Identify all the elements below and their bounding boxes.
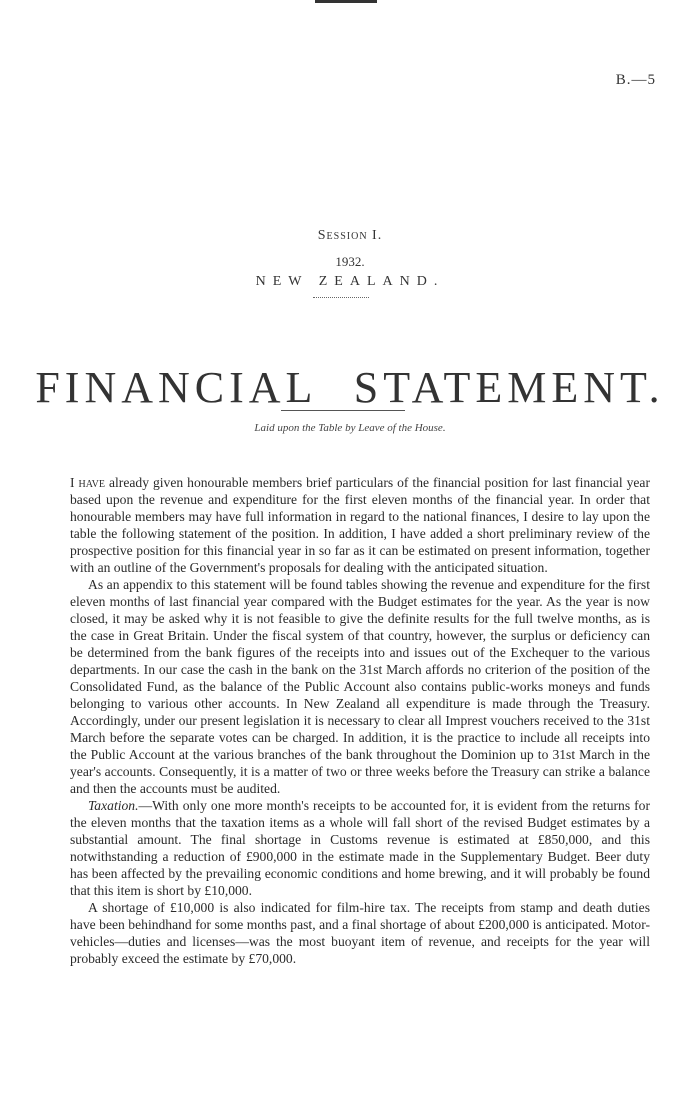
paragraph-1 bbox=[70, 474, 650, 576]
title-divider bbox=[281, 410, 405, 411]
paragraph-1-text: already given honourable members brief particulars of the financial position for last financial year based upon the revenue and expenditure for the first eleven months of the financial year. In order that honourable members may have full information in regard to the national finances, I desire to lay upon the table the following statement of the position. In addition, I have added a short preliminary review of the prospective position for this financial year in so far as it can be estimated on present information, together with an outline of the Government's proposals for dealing with the anticipated situation. bbox=[70, 475, 650, 575]
session-label: Session I. bbox=[317, 228, 383, 243]
top-edge-mark bbox=[315, 0, 377, 3]
year-label: 1932. bbox=[335, 254, 365, 269]
document-title: FINANCIAL STATEMENT. bbox=[35, 363, 665, 413]
country-label: NEW ZEALAND. bbox=[255, 274, 445, 289]
paragraph-3 bbox=[70, 797, 650, 899]
page-reference: B.—5 bbox=[615, 72, 656, 88]
dotted-divider bbox=[313, 297, 369, 298]
laid-note: Laid upon the Table by Leave of the House. bbox=[254, 422, 446, 434]
paragraph-3-text: —With only one more month's receipts to be accounted for, it is evident from the returns for the eleven months that the taxation items as a whole will fall short of the revised Budget estimates by a substantial amount. The final shortage in Customs revenue is estimated at £850,000, and this notwithstanding a reduction of £900,000 in the estimate made in the Supplementary Budget. Beer duty has been affected by the prevailing economic conditions and home brewing, and it will probably be found that this item is short by £10,000. bbox=[70, 798, 650, 898]
paragraph-1-lead: I have bbox=[70, 475, 105, 490]
taxation-heading: Taxation. bbox=[88, 798, 139, 813]
paragraph-2: As an appendix to this statement will be found tables showing the revenue and expenditure for the first eleven months of last financial year compared with the Budget estimates for the year. As the year is now closed, it may be asked why it is not feasible to give the definite results for the full twelve months, as is the case in Great Britain. Under the fiscal system of that country, however, the surplus or deficiency can be determined from the bank figures of the receipts into and issues out of the Exchequer to the various departments. In our case the cash in the bank on the 31st March affords no criterion of the position of the Consolidated Fund, as the balance of the Public Account also contains public-works moneys and funds belonging to various other accounts. In New Zealand all expenditure is made through the Treasury. Accordingly, under our present legislation it is necessary to clear all Imprest vouchers received to the 31st March before the separate votes can be charged. In addition, it is the practice to include all receipts into the Public Account at the various branches of the bank throughout the Dominion up to 31st March in the year's accounts. Consequently, it is a matter of two or three weeks before the Treasury can strike a balance and then the accounts must be audited. bbox=[70, 577, 650, 796]
paragraph-4: A shortage of £10,000 is also indicated for film-hire tax. The receipts from stamp and death duties have been behindhand for some months past, and a final shortage of about £200,000 is anticipated. Motor-vehicles—duties and licenses—was the most buoyant item of revenue, and receipts for the year will probably exceed the estimate by £70,000. bbox=[70, 900, 650, 966]
statement-body bbox=[70, 474, 650, 967]
